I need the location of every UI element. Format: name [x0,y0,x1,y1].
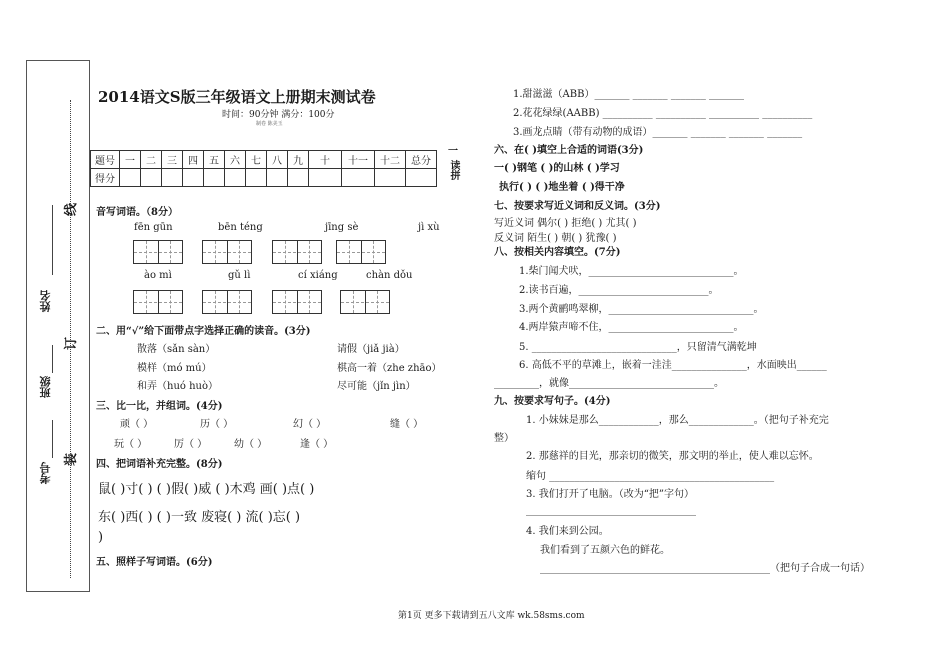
th-8: 八 [267,151,288,169]
s1-heading: 音写词语。（8分） [96,207,178,218]
score-cell[interactable] [375,169,406,187]
char-box[interactable] [340,290,390,314]
char-box[interactable] [202,240,252,264]
pinyin-4: jì xù [418,222,440,233]
pinyin-7: cí xiáng [298,270,338,281]
char-box[interactable] [272,240,322,264]
s9-q4: 4. 我们来到公园。 [526,526,609,537]
th-7: 七 [246,151,267,169]
name-line [52,205,53,275]
th-11: 十一 [342,151,375,169]
th-4: 四 [183,151,204,169]
score-cell[interactable] [204,169,225,187]
s3-r2-4: 逢（ ） [300,439,334,450]
s4-line-1: 鼠( )寸( ) ( )假( )威 ( )木鸡 画( )点( ) [98,482,315,497]
pinyin-3: jīng sè [325,222,359,233]
s9-heading: 九、按要求写句子。(4分) [494,396,611,407]
s3-r2-2: 厉（ ） [174,439,208,450]
s6-heading: 六、在( )填空上合适的词语(3分) [494,145,644,156]
page-footer: 第1页 更多下载请到五八文库 wk.58sms.com [398,611,585,621]
s4-line-2: 东( )西( ) ( )一致 废寝( ) 流( )忘( ) [98,510,301,525]
score-cell[interactable] [267,169,288,187]
th-13: 总分 [406,151,437,169]
th-3: 三 [162,151,183,169]
score-cell[interactable] [225,169,246,187]
score-value-row [91,169,437,187]
s9-q2: 2. 那慈祥的目光，那亲切的微笑，那文明的举止，使人难以忘怀。 [526,451,819,462]
class-line [52,345,53,373]
s9-q2-answer: 缩句 _____________________________________________ [526,471,775,482]
s3-r1-4: 缝（ ） [390,419,424,430]
score-cell[interactable] [342,169,375,187]
exam-no-label: 考号 [39,462,52,484]
s8-item-1: 1.柴门闻犬吠，_____________________________。 [519,266,744,277]
char-box[interactable] [336,240,386,264]
s9-q3-answer: __________________________________ [526,505,696,516]
s2-heading: 二、用“√”给下面带点字选择正确的读音。(3分) [96,326,311,337]
s5-heading: 五、照样子写词语。(6分) [96,557,213,568]
th-1: 一 [120,151,141,169]
s8-item-5: 5. _____________________________，只留清气满乾坤 [519,342,757,353]
s8-item-3: 3.两个黄鹂鸣翠柳，_____________________________。 [519,304,764,315]
s7-line-2: 反义词 陌生( ) 朝( ) 犹豫( ) [494,233,617,244]
s2-item-6: 尽可能（jǐn jìn） [337,381,416,392]
s3-r1-1: 顽（ ） [120,419,154,430]
score-cell[interactable] [246,169,267,187]
s8-item-2: 2.读书百遍，__________________________。 [519,285,719,296]
score-cell[interactable] [120,169,141,187]
char-box[interactable] [202,290,252,314]
exam-no-line [52,420,53,458]
s2-item-5: 和弄（huó huò） [137,381,218,392]
score-cell[interactable] [309,169,342,187]
pinyin-2: bēn téng [218,222,263,233]
th-10: 十 [309,151,342,169]
s7-heading: 七、按要求写近义词和反义词。(3分) [494,201,661,212]
s8-heading: 八、按相关内容填空。(7分) [494,247,621,258]
th-5: 五 [204,151,225,169]
th-6: 六 [225,151,246,169]
s9-q4-b: 我们看到了五颜六色的鲜花。 [540,545,670,556]
s6-line-1: 一( )钢笔 ( )的山林 ( )学习 [494,163,620,174]
s3-heading: 三、比一比，并组词。(4分) [96,401,223,412]
s8-item-4: 4.两岸猿声啼不住，_________________________。 [519,322,744,333]
s2-item-3: 模样（mó mú） [137,363,212,374]
class-label: 班级 [39,376,52,398]
s4-line-3: ) [98,530,104,545]
name-label: 姓名 [39,290,52,312]
exam-info: 时间：90分钟 满分：100分 [222,110,335,120]
score-cell[interactable] [162,169,183,187]
char-box[interactable] [133,290,183,314]
s5-item-3: 3.画龙点睛（带有动物的成语）_______ _______ _______ _______ [513,127,803,138]
s5-item-2: 2.花花绿绿(AABB) __________ __________ __________ __________ [513,108,813,119]
pinyin-8: chàn dǒu [366,270,413,281]
s2-item-4: 棋高一着（zhe zhāo） [337,363,442,374]
s2-item-1: 散落（sǎn sàn） [137,344,216,355]
s6-line-2: 执行( ) ( )地坐着 ( )得干净 [499,182,625,193]
s2-item-2: 请假（jiǎ jià） [337,344,405,355]
th-0: 题号 [91,151,120,169]
s9-q3: 3. 我们打开了电脑。（改为“把”字句） [526,489,694,500]
char-box[interactable] [272,290,322,314]
s3-r1-3: 幻（ ） [293,419,327,430]
s8-item-6: 6. 高低不平的草滩上，嵌着一洼洼_______________，水面映出______ [519,360,827,371]
binding-zhuang: 装 [64,452,80,467]
s9-q1-cont: 整） [494,433,514,444]
th-9: 九 [288,151,309,169]
score-table [90,150,437,187]
s3-r1-2: 历（ ） [200,419,234,430]
score-cell[interactable] [183,169,204,187]
section-1-number: 一 [448,146,458,157]
score-cell[interactable] [288,169,309,187]
th-2: 二 [141,151,162,169]
s3-r2-1: 玩（ ） [114,439,148,450]
score-cell[interactable] [406,169,437,187]
s3-r2-3: 幼（ ） [234,439,268,450]
s9-q1: 1. 小妹妹是那么____________，那么_____________。（把句子补充完 [526,415,829,426]
s9-q4-answer: ______________________________________________（把句子合成一句话） [540,563,870,574]
score-header-row [91,151,437,169]
char-box[interactable] [133,240,183,264]
pinyin-1: fēn gūn [134,222,173,233]
pinyin-5: ào mì [144,270,172,281]
binding-strip [26,60,90,592]
page-title: 2014语文S版三年级语文上册期末测试卷 [98,88,376,106]
pinyin-6: gǔ lì [228,270,251,281]
score-label: 得分 [91,169,120,187]
s8-item-6-cont: _________，就像_____________________________。 [494,378,724,389]
s7-line-1: 写近义词 偶尔( ) 拒绝( ) 尤其( ) [494,218,637,229]
binding-xian: 线 [64,202,80,217]
score-cell[interactable] [141,169,162,187]
author-note: 制卷 陈美玉 [256,121,283,127]
section-1-label: 读拼 [448,160,459,180]
s4-heading: 四、把词语补充完整。(8分) [96,459,223,470]
binding-ding: 订 [64,336,80,351]
th-12: 十二 [375,151,406,169]
s5-item-1: 1.甜滋滋（ABB）_______ _______ _______ _______ [513,89,744,100]
